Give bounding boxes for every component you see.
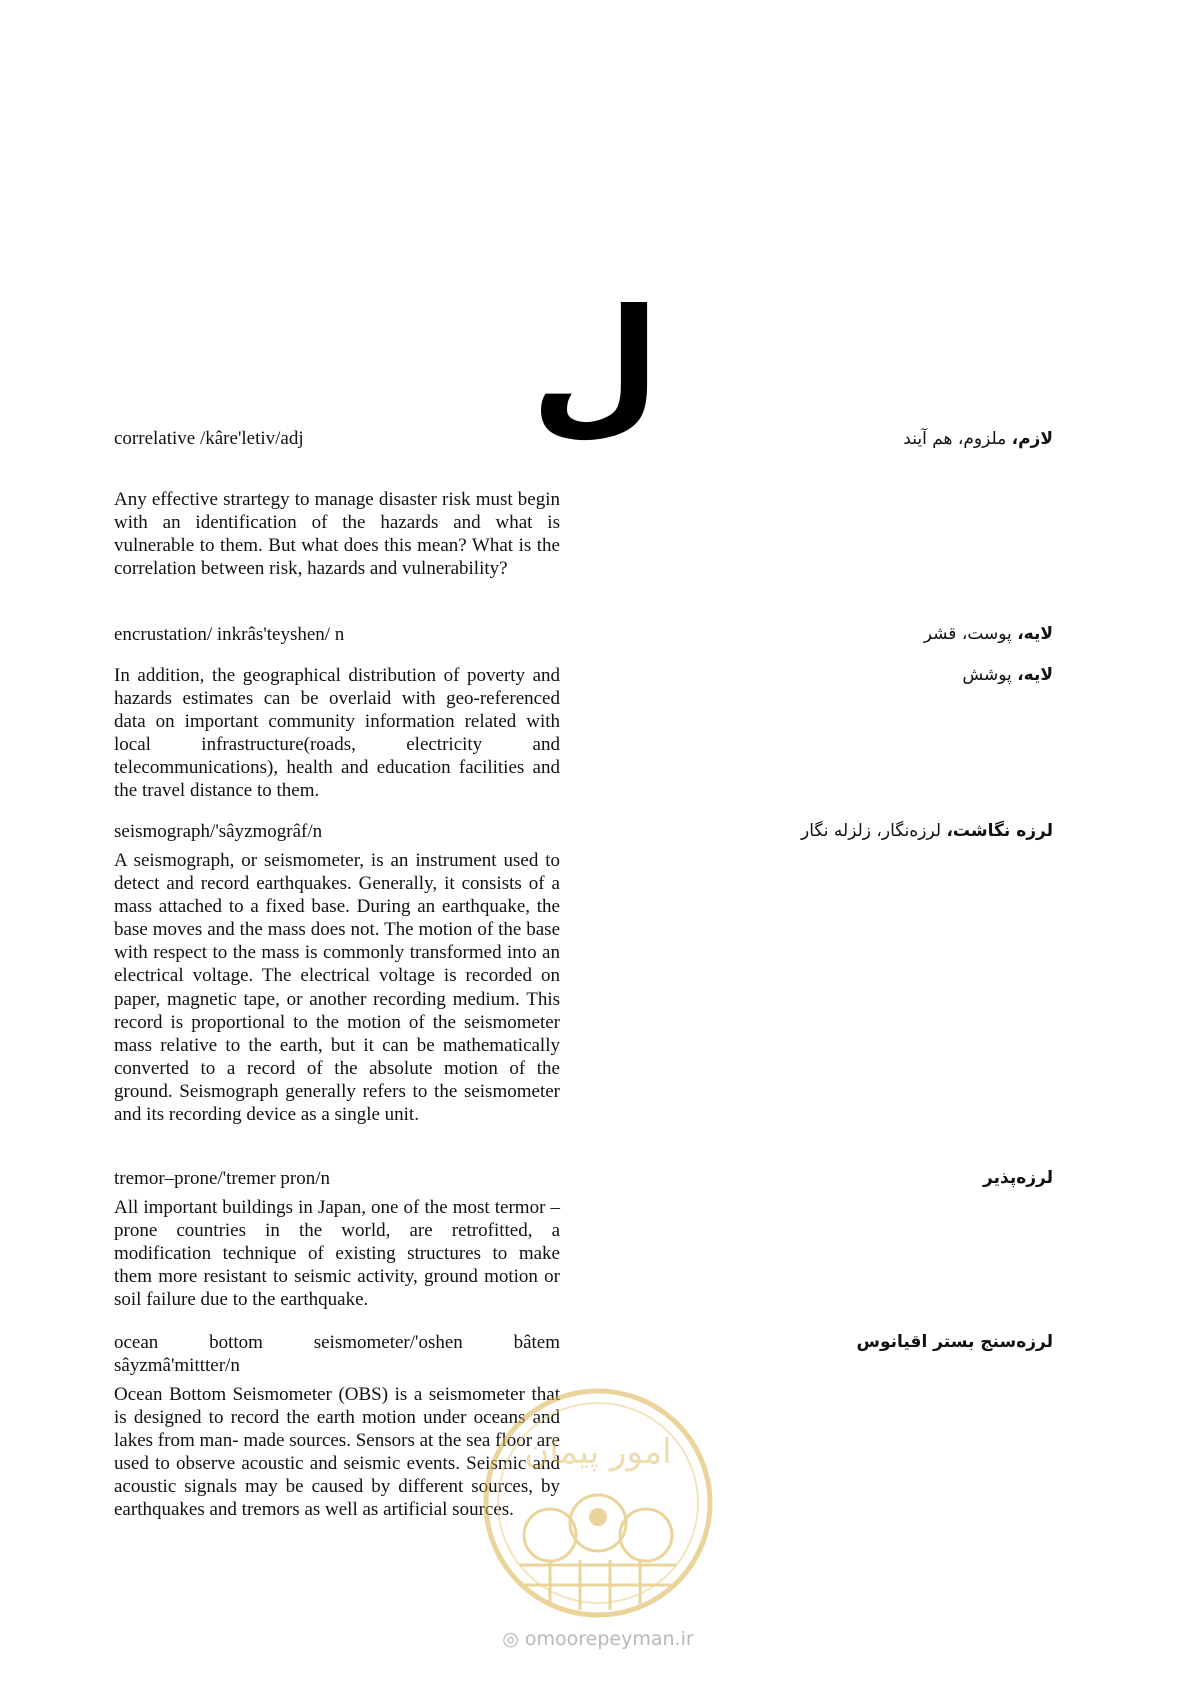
entry-persian-term: لرزه‌سنج بستر اقیانوس (856, 1332, 1053, 1352)
entry-definition: In addition, the geographical distribution of poverty and hazards estimates can be overlaid with geo-referenced data on important community information related with local infrastructure(roads, electricity and telecommunications), health and education facilities and the travel distance to them. (114, 665, 560, 802)
entry-term: encrustation/ inkrâs'teyshen/ n (114, 624, 345, 645)
entry-definition: Any effective strartegy to manage disaster risk must begin with an identification of the hazards and what is vulnerable to them. But what does this mean? What is the correlation between risk, hazards and vulnerability? (114, 489, 560, 580)
entry-term: correlative /kâre'letiv/adj (114, 428, 304, 449)
entry-persian-term: لازم، ملزوم، هم آیند (903, 429, 1053, 449)
entry-definition: A seismograph, or seismometer, is an instrument used to detect and record earthquakes. Generally, it consists of a mass attached to a fixed base. During an earthquake, the base moves and the mass does not. The motion of the base with respect to the mass is commonly transformed into an electrical voltage. The electrical voltage is recorded on paper, magnetic tape, or another recording medium. This record is proportional to the motion of the seismometer mass relative to the earth, but it can be mathematically converted to a record of the absolute motion of the ground. Seismograph generally refers to the seismometer and its recording device as a single unit. (114, 850, 560, 1126)
section-letter: ل (530, 278, 661, 452)
entry-persian-term: لرزه‌پذیر (983, 1168, 1053, 1188)
entry-persian-term-alt: لایه، پوشش (962, 665, 1053, 685)
entry-term: ocean bottom seismometer/'oshen bâtem (114, 1332, 560, 1353)
watermark-stamp-icon (480, 1385, 716, 1621)
entry-definition: All important buildings in Japan, one of the most termor – prone countries in the world, are retrofitted, a modification technique of existing structures to make them more resistant to seismic activity, ground motion or soil failure due to the earthquake. (114, 1197, 560, 1311)
watermark-site: ◎ omoorepeyman.ir (502, 1628, 694, 1650)
entry-term-continued: sâyzmâ'mittter/n (114, 1355, 240, 1376)
svg-text:امور پیمان: امور پیمان (524, 1432, 672, 1472)
entry-term: tremor–prone/'tremer pron/n (114, 1168, 331, 1189)
entry-persian-term: لایه، پوست، قشر (923, 624, 1053, 644)
entry-term: seismograph/'sâyzmogrâf/n (114, 821, 323, 842)
entry-definition: Ocean Bottom Seismometer (OBS) is a seismometer that is designed to record the earth motion under oceans and lakes from man- made sources. Sensors at the sea floor are used to observe acoustic and seismic events. Seismic and acoustic signals may be caused by different sources, by earthquakes and tremors as well as artificial sources. (114, 1384, 560, 1521)
entry-persian-term: لرزه نگاشت، لرزه‌نگار، زلزله نگار (801, 821, 1053, 841)
